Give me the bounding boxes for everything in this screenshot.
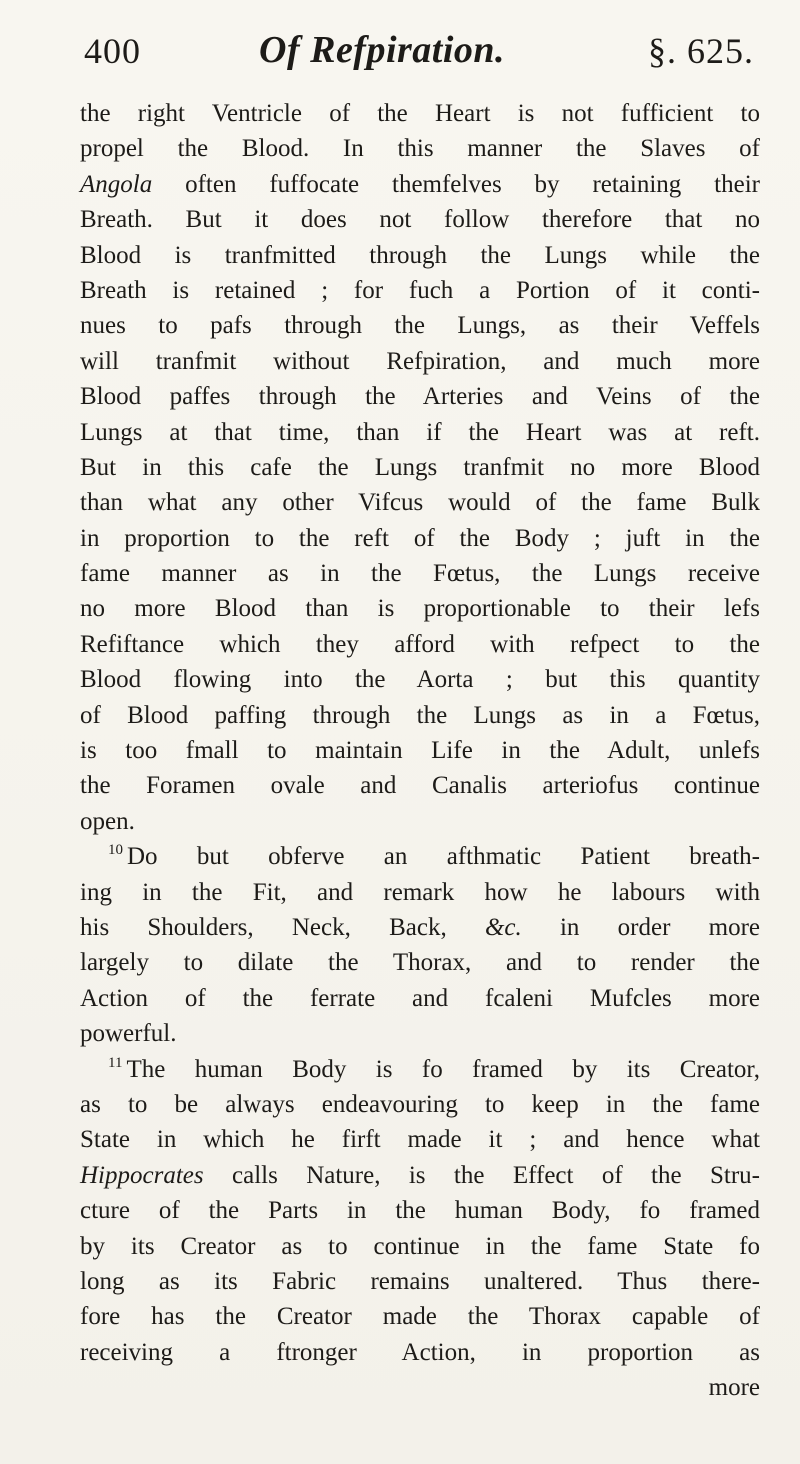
text-line: [80, 591, 760, 626]
text-line: [80, 131, 760, 166]
text-line: [80, 1299, 760, 1334]
running-title: Of Refpiration.: [259, 29, 506, 71]
text-line: [80, 308, 760, 343]
line-text: Lungs at that time, than if the Heart was at reft.: [80, 418, 760, 446]
line-text: The human Body is fo framed by its Creator,: [126, 1055, 760, 1083]
line-text: by its Creator as to continue in the fame State fo: [80, 1232, 760, 1260]
line-text: Refiftance which they afford with refpect to the: [80, 630, 760, 658]
text-line: [80, 698, 760, 733]
text-line: [80, 450, 760, 485]
line-text: is too fmall to maintain Life in the Adult, unlefs: [80, 737, 760, 765]
line-text: of Blood paffing through the Lungs as in a Fœtus,: [80, 701, 760, 729]
line-text: powerful.: [80, 1020, 177, 1048]
line-text: calls Nature, is the Effect of the Stru-: [203, 1161, 760, 1189]
text-line: [80, 96, 760, 131]
text-line: [80, 344, 760, 379]
text-line: [80, 167, 760, 202]
text-line: [80, 839, 760, 874]
text-line: [80, 521, 760, 556]
line-text: fore has the Creator made the Thorax capable of: [80, 1303, 760, 1331]
text-line: [80, 627, 760, 662]
italic-term: Hippocrates: [80, 1161, 204, 1189]
line-text: than what any other Vifcus would of the fame Bulk: [80, 489, 760, 517]
line-text: Breath. But it does not follow therefore that no: [80, 206, 760, 234]
line-text: But in this cafe the Lungs tranfmit no more Blood: [80, 453, 760, 481]
italic-term: Angola: [80, 170, 153, 198]
text-line: [80, 1229, 760, 1264]
line-text: will tranfmit without Refpiration, and much more: [80, 347, 760, 375]
text-line: [80, 662, 760, 697]
footnote-marker: 10: [108, 842, 123, 859]
line-text: often fuffocate themfelves by retaining their: [152, 170, 760, 198]
line-text: the right Ventricle of the Heart is not fufficient to: [80, 100, 760, 127]
page-header: [84, 28, 760, 88]
text-line: [80, 910, 760, 945]
text-line: [80, 1087, 760, 1122]
page-number: 400: [84, 31, 141, 71]
line-text: no more Blood than is proportionable to their lefs: [80, 595, 760, 623]
body-text: [80, 96, 760, 1405]
line-text: Breath is retained ; for fuch a Portion of it conti-: [80, 276, 760, 304]
text-line: [80, 273, 760, 308]
text-line: [80, 981, 760, 1016]
line-text: cture of the Parts in the human Body, fo framed: [80, 1197, 760, 1225]
footnote-marker: 11: [108, 1054, 123, 1071]
text-line: [80, 202, 760, 237]
text-line: [80, 1335, 760, 1370]
text-line: [80, 1122, 760, 1157]
text-line: [80, 1016, 760, 1051]
line-text: propel the Blood. In this manner the Slaves of: [80, 135, 760, 163]
line-text: ing in the Fit, and remark how he labours with: [80, 878, 760, 906]
line-text: in order more: [521, 913, 760, 941]
line-text: in proportion to the reft of the Body ; juft in the: [80, 524, 760, 552]
line-text: his Shoulders, Neck, Back,: [80, 913, 485, 941]
line-text: open.: [80, 807, 135, 835]
text-line: [80, 238, 760, 273]
section-number: §. 625.: [648, 31, 754, 71]
text-line: [80, 733, 760, 768]
line-text: nues to pafs through the Lungs, as their Veffels: [80, 312, 760, 340]
line-text: long as its Fabric remains unaltered. Thus there-: [80, 1267, 760, 1295]
text-line: [80, 945, 760, 980]
line-text: the Foramen ovale and Canalis arteriofus continue: [80, 772, 760, 800]
text-line: [80, 875, 760, 910]
line-text: more: [708, 1374, 760, 1402]
text-line: [80, 1370, 760, 1405]
italic-term: &c.: [484, 913, 522, 941]
line-text: as to be always endeavouring to keep in the fame: [80, 1090, 760, 1118]
text-line: [80, 1052, 760, 1087]
text-line: [80, 485, 760, 520]
text-line: [80, 415, 760, 450]
text-line: [80, 1158, 760, 1193]
text-line: [80, 804, 760, 839]
line-text: Blood paffes through the Arteries and Veins of the: [80, 383, 760, 411]
text-line: [80, 1193, 760, 1228]
line-text: Blood is tranfmitted through the Lungs while the: [80, 241, 760, 269]
line-text: fame manner as in the Fœtus, the Lungs receive: [80, 560, 760, 588]
text-line: [80, 1264, 760, 1299]
line-text: largely to dilate the Thorax, and to render the: [80, 949, 760, 977]
text-line: [80, 556, 760, 591]
line-text: receiving a ftronger Action, in proportion as: [80, 1338, 760, 1366]
text-line: [80, 768, 760, 803]
line-text: Do but obferve an afthmatic Patient breath-: [127, 843, 760, 871]
text-line: [80, 379, 760, 414]
line-text: State in which he firft made it ; and hence what: [80, 1126, 760, 1154]
line-text: Blood flowing into the Aorta ; but this quantity: [80, 666, 760, 694]
line-text: Action of the ferrate and fcaleni Mufcles more: [80, 984, 760, 1012]
